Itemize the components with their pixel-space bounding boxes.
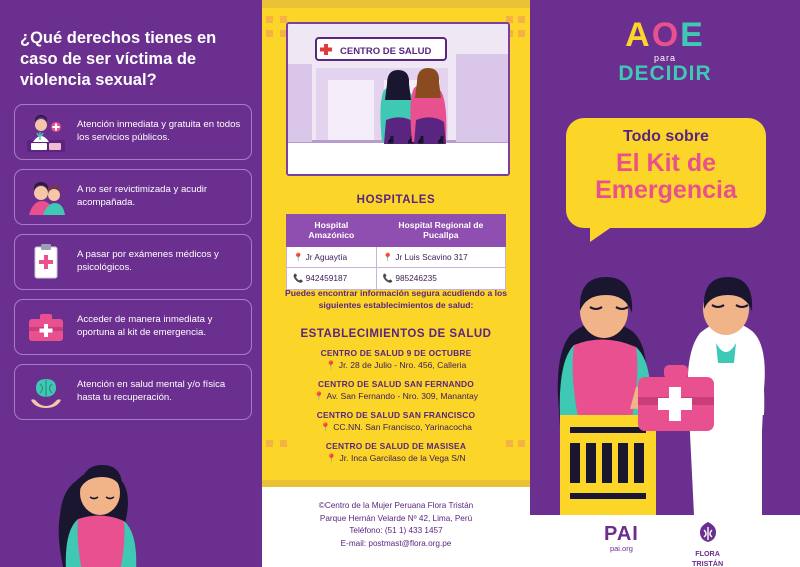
location-pin-icon: 📍 — [320, 422, 331, 432]
phone-text: 985246235 — [395, 273, 437, 284]
info-note: Puedes encontrar información segura acudiendo a los siguientes establecimientos de salud: — [284, 288, 508, 310]
logo-letter-e: E — [680, 16, 705, 54]
table-cell: 📍 Jr Aguaytía — [287, 246, 377, 267]
logo-letter-a: A — [625, 16, 652, 54]
rights-list — [14, 104, 252, 429]
list-item — [276, 410, 516, 433]
cover-subtitle: Todo sobre — [623, 128, 709, 145]
location-pin-icon: 📍 — [313, 391, 325, 401]
establishment-name: CENTRO DE SALUD DE MASISEA — [325, 441, 467, 451]
establishment-name: CENTRO DE SALUD SAN FRANCISCO — [316, 410, 476, 420]
footer-line: Teléfono: (51 1) 433 1457 — [349, 526, 443, 536]
woman-illustration — [18, 441, 178, 567]
flora-mark-icon — [695, 521, 721, 543]
phone-text: 942459187 — [305, 273, 348, 284]
list-item-label: A pasar por exámenes médicos y psicológicos. — [77, 249, 219, 273]
table-row — [287, 268, 506, 289]
list-item — [14, 234, 252, 290]
panel-rights — [0, 0, 262, 567]
table-cell: 📍 Jr Luis Scavino 317 — [376, 246, 505, 267]
list-item — [276, 348, 516, 371]
hospitals-title: HOSPITALES — [356, 194, 436, 206]
location-pin-icon: 📍 — [326, 453, 338, 463]
table-row — [287, 246, 506, 267]
logo-para-text: para — [653, 53, 676, 63]
table-header-row — [287, 215, 506, 247]
clipboard-medical-icon — [23, 240, 69, 286]
address-text: Jr Luis Scavino 317 — [395, 251, 468, 262]
panel-cover — [530, 0, 800, 567]
list-item-label: Atención inmediata y gratuita en todos los servicios públicos. — [77, 119, 241, 143]
table-cell: 📞 985246235 — [376, 268, 505, 289]
flora-name-line2: TRISTÁN — [692, 558, 724, 567]
cover-footer — [530, 515, 800, 567]
table-header-cell: Hospital Amazónico — [287, 215, 377, 247]
footer-line: ©Centro de la Mujer Peruana Flora Tristán — [318, 501, 474, 510]
doctor-icon — [23, 110, 69, 156]
establishment-name: CENTRO DE SALUD SAN FERNANDO — [318, 379, 474, 389]
flora-tristan-logo — [692, 521, 723, 567]
establishment-address — [276, 360, 516, 371]
establishment-address — [276, 391, 516, 402]
pai-name: PAI — [604, 523, 639, 545]
establishment-address — [276, 453, 516, 464]
health-center-illustration — [286, 22, 510, 176]
cover-title: El Kit de Emergencia — [595, 149, 737, 204]
brain-hands-icon — [23, 370, 69, 416]
list-item — [276, 441, 516, 464]
address-text: Jr. 28 de Julio - Nro. 456, Calleria — [338, 360, 467, 370]
svg-text:CENTRO DE SALUD: CENTRO DE SALUD — [340, 46, 432, 57]
footer-line: Parque Hernán Velarde Nº 42, Lima, Perú — [319, 513, 473, 523]
location-pin-icon: 📍 — [325, 360, 337, 370]
title-bubble — [566, 118, 766, 228]
flora-name-line1: FLORA — [695, 549, 720, 558]
list-item — [14, 169, 252, 225]
list-item — [14, 299, 252, 355]
pai-logo — [604, 523, 639, 553]
panel-hospitals — [262, 0, 530, 567]
table-cell: 📞 942459187 — [287, 268, 377, 289]
establishments-list — [276, 348, 516, 472]
address-text: Jr Aguaytía — [305, 251, 348, 262]
hospitals-table — [286, 214, 506, 290]
cover-illustration — [530, 215, 800, 515]
contact-footer — [262, 500, 530, 551]
list-item — [14, 104, 252, 160]
two-women-icon — [23, 175, 69, 221]
table-header-cell: Hospital Regional de Pucallpa — [376, 215, 505, 247]
address-text: Jr. Inca Garcilaso de la Vega S/N — [339, 453, 466, 463]
address-text: Av. San Fernando - Nro. 309, Manantay — [326, 391, 479, 401]
footer-line: E-mail: postmast@flora.org.pe — [340, 539, 452, 549]
rights-heading: ¿Qué derechos tienes en caso de ser víctima de violencia sexual? — [20, 29, 217, 90]
list-item-label: A no ser revictimizada y acudir acompañada. — [77, 184, 208, 208]
list-item-label: Acceder de manera inmediata y oportuna al kit de emergencia. — [77, 314, 213, 338]
address-text: CC.NN. San Francisco, Yarinacocha — [333, 422, 472, 432]
list-item — [14, 364, 252, 420]
first-aid-kit-icon — [23, 305, 69, 351]
aoe-letters — [530, 18, 800, 52]
list-item — [276, 379, 516, 402]
aoe-logo — [530, 18, 800, 86]
logo-decidir-text: DECIDIR — [618, 62, 712, 85]
list-item-label: Atención en salud mental y/o física hasta tu recuperación. — [77, 379, 226, 403]
establishment-address — [276, 422, 516, 433]
pai-url: pai.org — [609, 544, 633, 553]
logo-letter-o: O — [651, 16, 681, 54]
establishment-name: CENTRO DE SALUD 9 DE OCTUBRE — [320, 348, 472, 358]
establishments-title: ESTABLECIMIENTOS DE SALUD — [300, 328, 492, 340]
